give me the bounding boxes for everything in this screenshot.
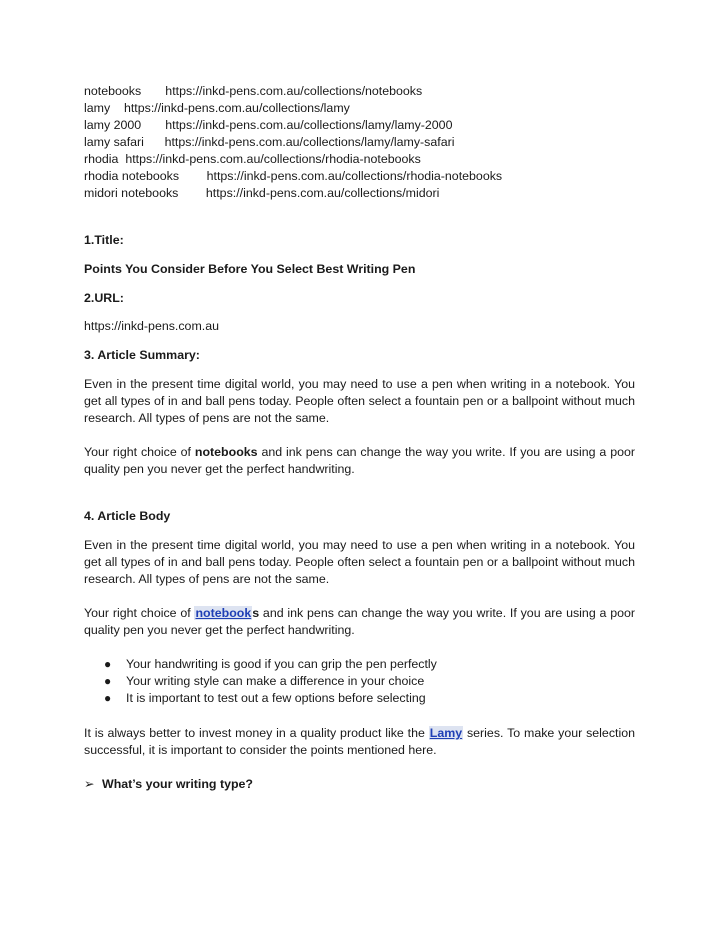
link-url: https://inkd-pens.com.au/collections/rhodia-notebooks bbox=[125, 152, 421, 166]
link-name: midori notebooks bbox=[84, 186, 179, 200]
link-row bbox=[84, 83, 502, 100]
link-row bbox=[84, 117, 502, 134]
link-url: https://inkd-pens.com.au/collections/lamy/lamy-safari bbox=[164, 135, 455, 149]
link-gap bbox=[144, 135, 165, 149]
list-item-text: Your writing style can make a difference in your choice bbox=[126, 674, 425, 688]
link-row bbox=[84, 185, 502, 202]
site-url: https://inkd-pens.com.au bbox=[84, 319, 219, 333]
summary-paragraph-2 bbox=[84, 444, 635, 478]
title-heading: 1.Title: bbox=[84, 233, 124, 247]
link-row bbox=[84, 168, 502, 185]
body-paragraph-1: Even in the present time digital world, you may need to use a pen when writing in a notebook. You get all types of in and ball pens today. People often select a fountain pen or a ballpoint without much research. All types of pens are not the same. bbox=[84, 538, 635, 586]
link-gap bbox=[178, 186, 206, 200]
bullet-icon: ● bbox=[104, 657, 112, 671]
link-url: https://inkd-pens.com.au/collections/lamy bbox=[123, 101, 350, 115]
link-name: rhodia bbox=[84, 152, 119, 166]
link-list bbox=[84, 83, 502, 202]
article-title: Points You Consider Before You Select Best Writing Pen bbox=[84, 262, 416, 276]
text: Your right choice of bbox=[84, 606, 195, 620]
notebook-link[interactable]: notebook bbox=[195, 606, 252, 620]
list-item-text: It is important to test out a few options before selecting bbox=[126, 691, 426, 705]
list-item bbox=[84, 656, 635, 673]
link-name: lamy 2000 bbox=[84, 118, 142, 132]
text: and ink pens can change the way you write. If you are using a poor quality pen you never get the perfect handwriting. bbox=[84, 606, 635, 637]
keyword-notebooks: notebooks bbox=[194, 445, 258, 459]
link-gap bbox=[110, 101, 124, 115]
list-item bbox=[84, 673, 635, 690]
bullet-icon: ● bbox=[104, 691, 112, 705]
link-url: https://inkd-pens.com.au/collections/notebooks bbox=[165, 84, 423, 98]
link-row bbox=[84, 151, 502, 168]
link-name: lamy bbox=[84, 101, 111, 115]
list-item bbox=[84, 690, 635, 707]
text: series. To make your selection successful, it is important to consider the points mentioned here. bbox=[84, 726, 635, 757]
url-heading: 2.URL: bbox=[84, 291, 124, 305]
body-paragraph-3 bbox=[84, 725, 635, 759]
link-url: https://inkd-pens.com.au/collections/rhodia-notebooks bbox=[206, 169, 503, 183]
body-paragraph-2 bbox=[84, 605, 635, 639]
text: Your right choice of bbox=[84, 445, 195, 459]
link-name: notebooks bbox=[84, 84, 142, 98]
bullet-list bbox=[84, 656, 635, 707]
link-name: lamy safari bbox=[84, 135, 144, 149]
link-gap bbox=[179, 169, 207, 183]
text: s bbox=[252, 606, 260, 620]
bullet-icon: ● bbox=[104, 674, 112, 688]
writing-type-subheading bbox=[84, 776, 635, 793]
lamy-link[interactable]: Lamy bbox=[429, 726, 463, 740]
link-gap bbox=[141, 118, 165, 132]
text: It is always better to invest money in a quality product like the bbox=[84, 726, 429, 740]
summary-heading: 3. Article Summary: bbox=[84, 348, 200, 362]
link-row bbox=[84, 134, 502, 151]
text: and ink pens can change the way you write. If you are using a poor quality pen you never get the perfect handwriting. bbox=[84, 445, 636, 476]
subheading-text: What’s your writing type? bbox=[102, 777, 253, 791]
body-heading: 4. Article Body bbox=[84, 509, 171, 523]
link-row bbox=[84, 100, 502, 117]
link-gap bbox=[141, 84, 165, 98]
link-url: https://inkd-pens.com.au/collections/lamy/lamy-2000 bbox=[165, 118, 453, 132]
link-name: rhodia notebooks bbox=[84, 169, 180, 183]
list-item-text: Your handwriting is good if you can grip the pen perfectly bbox=[126, 657, 437, 671]
arrow-bullet-icon: ➢ bbox=[84, 777, 95, 791]
link-url: https://inkd-pens.com.au/collections/midori bbox=[205, 186, 440, 200]
summary-paragraph-1: Even in the present time digital world, you may need to use a pen when writing in a notebook. You get all types of in and ball pens today. People often select a fountain pen or a ballpoint without much research. All types of pens are not the same. bbox=[84, 377, 635, 425]
